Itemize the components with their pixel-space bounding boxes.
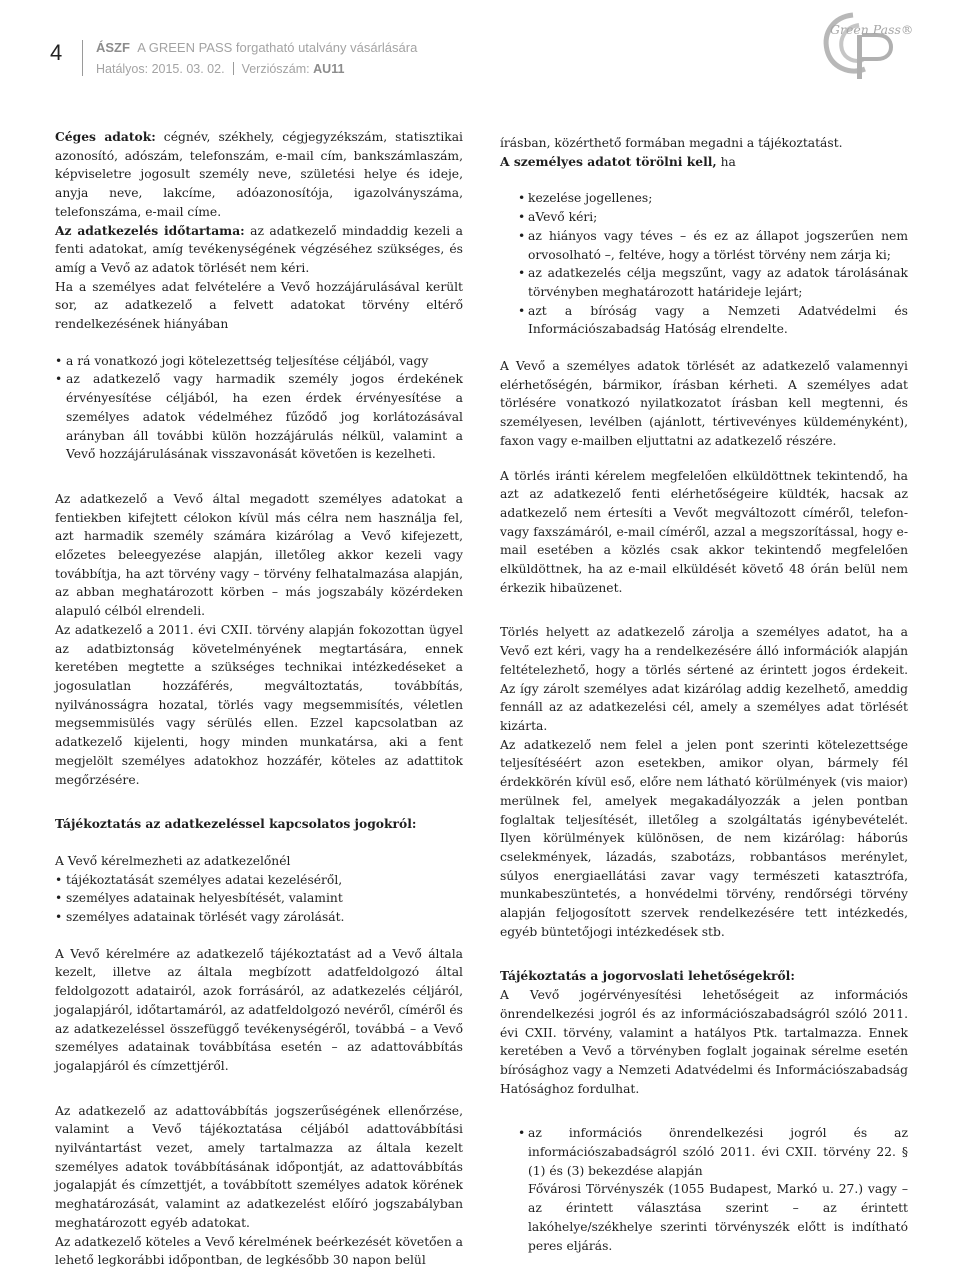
list-item: • aVevő kéri; (500, 208, 908, 227)
version-value: AU11 (313, 62, 345, 76)
rights-heading: Tájékoztatás az adatkezeléssel kapcsolatos jogokról: (55, 816, 417, 832)
right-column (500, 134, 908, 1255)
deletion-list (500, 189, 908, 339)
header-title-line (96, 40, 417, 55)
list-item: • az adatkezelés célja megszűnt, vagy az adatok tárolásának törvényben meghatározott határideje lejárt; (500, 264, 908, 301)
consent-paragraph: Ha a személyes adat felvételére a Vevő hozzájárulásával került sor, az adatkezelő a felvett adatokat törvény eltérő rendelkezésének hiányában (55, 279, 463, 332)
header-meta-line (96, 62, 344, 76)
deletion-request-paragraph: A Vevő a személyes adatok törlését az adatkezelő valamennyi elérhetőségén, bármikor, írásban kérheti. A személyes adat törlésére vonatkozó nyilatkozatot írásban kell megtenni, és személyesen, levélben (ajánlott, tértivevényes küldeményként), faxon vagy e-mailben eljuttatni az adatkezelő részére. (500, 359, 908, 448)
list-item: • tájékoztatását személyes adatai kezeléséről, (55, 871, 463, 890)
meta-divider (233, 62, 234, 75)
blocking-paragraph: Törlés helyett az adatkezelő zárolja a személyes adatot, ha a Vevő ezt kéri, vagy ha a rendelkezésére álló információk alapján feltételezhető, hogy a törlés sértené az érintett jogos érdekeit. Az így zárolt személyes adat kizárólag addig kezelhető, ameddig fennáll az az adatkezelési cél, amely a személyes adat törlését kizárta. (500, 625, 908, 733)
list-item: • személyes adatainak helyesbítését, valamint (55, 889, 463, 908)
remedies-paragraph: A Vevő jogérvényesítési lehetőségeit az információs önrendelkezési jogról és az információszabadságról szóló 2011. évi CXII. törvény, valamint a hatályos Ptk. tartalmazza. Ennek keretében a Vevő a törvényben foglalt jogainak sérelme esetén bírósághoz vagy a Nemzeti Adatvédelmi és Információszabadság Hatósághoz fordulhat. (500, 988, 908, 1096)
list-item: • azt a bíróság vagy a Nemzeti Adatvédelmi és Információszabadság Hatóság elrendelte. (500, 302, 908, 339)
security-paragraph: Az adatkezelő a 2011. évi CXII. törvény alapján fokozottan ügyel az adatbiztonság követelményének megtartására, ennek keretében megtette a szükséges technikai intézkedéseket a jogosulatlan hozzáférés, megváltoztatás, továbbítás, nyilvánosságra hozatal, törlés vagy megsemmisítés, véletlen megsemmisülés vagy sérülés ellen. Ezzel kapcsolatban az adatkezelő kijelenti, hogy minden munkatársa, aki a fent megjelölt személyes adatokhoz hozzáfér, köteles az adattitok megőrzésére. (55, 622, 463, 787)
company-data-paragraph: Céges adatok: cégnév, székhely, cégjegyzékszám, statisztikai azonosító, adószám, telefonszám, e-mail cím, bankszámlaszám, képviseletre jogosult személy neve, születési helye és ideje, anyja neve, lakcíme, adóazonosítója, igazolványszáma, telefonszáma, e-mail címe. (55, 129, 463, 219)
list-item: • az hiányos vagy téves – és ez az állapot jogszerűen nem orvosolható –, feltéve, hogy a törlést törvény nem zárja ki; (500, 227, 908, 264)
logo-text: Green Pass® (830, 22, 914, 37)
effective-date: Hatályos: 2015. 03. 02. (96, 62, 225, 76)
court-paragraph: Fővárosi Törvényszék (1055 Budapest, Markó u. 27.) vagy – az érintett választása szerint – az érintett lakóhelye/székhelye szerinti törvényszék előtt is indítható peres eljárás. (528, 1182, 908, 1253)
rights-list (55, 871, 463, 927)
page-number: 4 (50, 40, 63, 65)
deletion-intro: A személyes adatot törölni kell, ha (500, 153, 736, 169)
retention-paragraph: Az adatkezelés időtartama: az adatkezelő mindaddig kezeli a fenti adatokat, amíg tevékenységének végzéséhez szükséges, és amíg a Vevő az adatok törlését nem kéri. (55, 222, 463, 275)
transfer-register-paragraph: Az adatkezelő az adattovábbítás jogszerűségének ellenőrzése, valamint a Vevő tájékoztatása céljából adattovábbítási nyilvántartást vezet, amely tartalmazza az általa kezelt személyes adatok továbbításának időpontját, az adattovábbítás jogalapját és címzettjét, a továbbított személyes adatok körének meghatározását, valamint az adatkezelést előíró jogszabályban meghatározott egyéb adatokat. (55, 1103, 463, 1230)
deadline-paragraph: Az adatkezelő köteles a Vevő kérelmének beérkezését követően a lehető legkorábbi időpontban, de legkésőbb 30 napon belül (55, 1234, 463, 1268)
doc-label: ÁSZF (96, 40, 130, 55)
version-label: Verziószám: (241, 62, 310, 76)
retention-label: Az adatkezelés időtartama: (55, 222, 245, 238)
deletion-label: A személyes adatot törölni kell, (500, 153, 717, 169)
list-item: • az adatkezelő vagy harmadik személy jogos érdekének érvényesítése céljából, ha ezen érdek érvényesítése a személyes adatok védelméhez fűződő jog korlátozásával arányban áll további külön hozzájárulás nélkül, valamint a Vevő hozzájárulásának visszavonását követően is kezelheti. (55, 370, 463, 464)
green-pass-logo-icon (815, 5, 925, 85)
remedies-heading: Tájékoztatás a jogorvoslati lehetőségekről: (500, 968, 795, 984)
written-info-paragraph: írásban, közérthető formában megadni a tájékoztatást. (500, 136, 843, 150)
company-data-label: Céges adatok: (55, 129, 156, 144)
doc-title: A GREEN PASS forgatható utalvány vásárlására (137, 40, 418, 55)
consent-list (55, 352, 463, 464)
list-item: • kezelése jogellenes; (500, 189, 908, 208)
delivery-paragraph: A törlés iránti kérelem megfelelően elküldöttnek tekintendő, ha azt az adatkezelő fenti elérhetőségeire küldték, hacsak az adatkezelő nem értesíti a Vevőt megváltozott címéről, telefon- vagy faxszámáról, e-mail címéről, azzal a megszorítással, hogy e-mail esetében a közlés csak akkor tekintendő megfelelően elküldöttnek, ha az e-mail elküldését követő 48 órán belül nem érkezik hibaüzenet. (500, 468, 908, 595)
purpose-paragraph: Az adatkezelő a Vevő által megadott személyes adatokat a fentiekben kifejtett célokon kívül más célra nem használja fel, azt harmadik személy számára kizárólag a Vevő kifejezett, előzetes beleegyezése alapján, illetőleg akkor kezeli vagy továbbítja, ha azt törvény vagy – törvény felhatalmazása alapján, az abban meghatározott körben – más jogszabály közérdeken alapuló célból elrendeli. (55, 491, 463, 619)
information-paragraph: A Vevő kérelmére az adatkezelő tájékoztatást ad a Vevő általa kezelt, illetve az általa megbízott adatfeldolgozó által feldolgozott adatairól, azok forrásáról, az adatkezelés céljáról, jogalapjáról, időtartamáról, az adatfeldolgozó nevéről, címéről és az adatkezeléssel összefüggő tevékenységéről, továbbá – a Vevő személyes adatainak továbbítása esetén – az adattovábbítás jogalapjáról és címzettjéről. (55, 946, 463, 1073)
list-item: • személyes adatainak törlését vagy zárolását. (55, 908, 463, 927)
header-divider (82, 40, 83, 76)
left-column (55, 128, 463, 1270)
court-list (500, 1124, 908, 1180)
vis-maior-paragraph: Az adatkezelő nem felel a jelen pont szerinti kötelezettsége teljesítéséért azon esetekben, amikor olyan, bármely fél érdekkörén kívül eső, előre nem látható körülmények (vis maior) merülnek fel, amelyek megakadályozzák a jelen pontban foglaltak teljesítését, illetőleg a szolgáltatás igénybevételét. Ilyen körülmények különösen, de nem kizárólag: háborús cselekmények, lázadás, szabotázs, robbantásos merénylet, súlyos energiaellátási zavar vagy természeti katasztrófa, munkabeszüntetés, a honvédelmi törvény, rendőrségi törvény alapján feljogosított szervek rendelkezésére tett intézkedés, egyéb büntetőjogi intézkedések stb. (500, 737, 908, 939)
list-item: • a rá vonatkozó jogi kötelezettség teljesítése céljából, vagy (55, 352, 463, 371)
list-item: • az információs önrendelkezési jogról és az információszabadságról szóló 2011. évi CXII. törvény 22. § (1) és (3) bekezdése alapján (500, 1124, 908, 1180)
request-intro: A Vevő kérelmezheti az adatkezelőnél (55, 853, 291, 868)
